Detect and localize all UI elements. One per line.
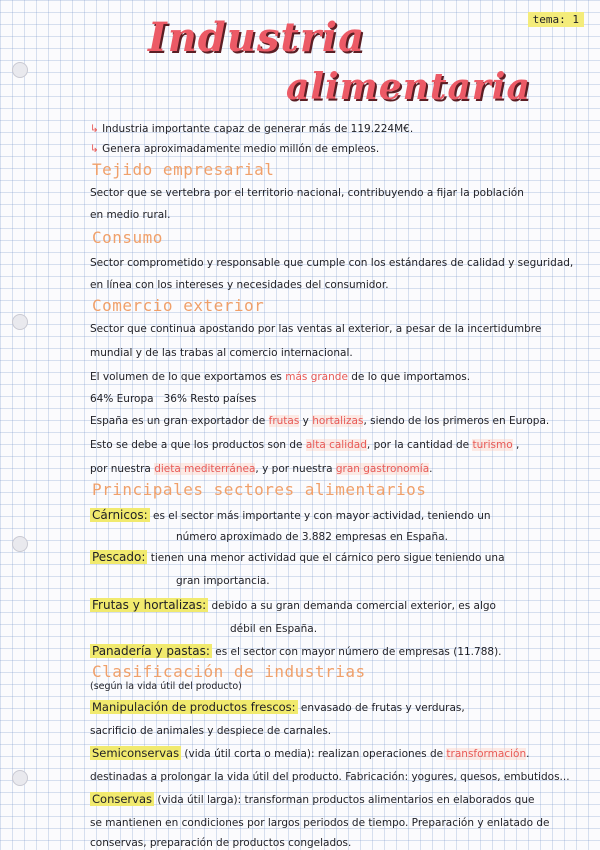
heading-tejido: Tejido empresarial bbox=[92, 160, 275, 179]
text-line: Sector comprometido y responsable que cumple con los estándares de calidad y seguridad, bbox=[90, 257, 574, 269]
text-line: mundial y de las trabas al comercio internacional. bbox=[90, 347, 353, 359]
heading-consumo: Consumo bbox=[92, 228, 163, 247]
text-line: en línea con los intereses y necesidades del consumidor. bbox=[90, 279, 389, 291]
espana-line-2: Esto se debe a que los productos son de alta calidad, por la cantidad de turismo , bbox=[90, 439, 520, 451]
espana-line-1: España es un gran exportador de frutas y hortalizas, siendo de los primeros en Europa. bbox=[90, 415, 550, 427]
bullet-2: ↳ Genera aproximadamente medio millón de empleos. bbox=[90, 143, 380, 155]
conservas-line-3: conservas, preparación de productos congelados. bbox=[90, 837, 352, 849]
panaderia-line: Panadería y pastas: es el sector con mayor número de empresas (11.788). bbox=[92, 644, 502, 658]
binder-hole bbox=[12, 770, 28, 786]
binder-hole bbox=[12, 62, 28, 78]
heading-clasificacion: Clasificación de industrias bbox=[92, 662, 366, 681]
arrow-icon: ↳ bbox=[90, 123, 103, 135]
conservas-line-2: se mantienen en condiciones por largos periodos de tiempo. Preparación y enlatado de bbox=[90, 817, 550, 829]
clasificacion-sub: (según la vida útil del producto) bbox=[90, 681, 242, 692]
conservas-line-1: Conservas (vida útil larga): transforman productos alimentarios en elaborados que bbox=[92, 792, 535, 806]
frescos-line-1: Manipulación de productos frescos: envasado de frutas y verduras, bbox=[92, 700, 465, 714]
topic-tag: tema: 1 bbox=[528, 12, 584, 27]
semi-line-1: Semiconservas (vida útil corta o media): realizan operaciones de transformación. bbox=[92, 746, 530, 760]
export-stats: 64% Europa 36% Resto países bbox=[90, 393, 257, 405]
pescado-line-2: gran importancia. bbox=[176, 575, 270, 587]
frescos-line-2: sacrificio de animales y despiece de carnales. bbox=[90, 725, 332, 737]
semi-line-2: destinadas a prolongar la vida útil del producto. Fabricación: yogures, quesos, embutidos... bbox=[90, 771, 570, 783]
frutas-line-1: Frutas y hortalizas: debido a su gran demanda comercial exterior, es algo bbox=[92, 598, 496, 612]
binder-hole bbox=[12, 314, 28, 330]
text-line: en medio rural. bbox=[90, 209, 171, 221]
text-line: Sector que se vertebra por el territorio nacional, contribuyendo a fijar la población bbox=[90, 187, 524, 199]
pescado-line-1: Pescado: tienen una menor actividad que el cárnico pero sigue teniendo una bbox=[92, 550, 505, 564]
espana-line-3: por nuestra dieta mediterránea, y por nuestra gran gastronomía. bbox=[90, 463, 433, 475]
frutas-line-2: débil en España. bbox=[230, 623, 318, 635]
title-line-2: alimentaria bbox=[286, 66, 531, 108]
bullet-1: ↳ Industria importante capaz de generar más de 119.224M€. bbox=[90, 123, 414, 135]
title-line-1: Industria bbox=[148, 14, 366, 61]
arrow-icon: ↳ bbox=[90, 143, 103, 155]
heading-comercio: Comercio exterior bbox=[92, 296, 265, 315]
carnicos-line-2: número aproximado de 3.882 empresas en España. bbox=[176, 531, 448, 543]
volumen-line: El volumen de lo que exportamos es más grande de lo que importamos. bbox=[90, 371, 471, 383]
text-line: Sector que continua apostando por las ventas al exterior, a pesar de la incertidumbre bbox=[90, 323, 542, 335]
binder-hole bbox=[12, 536, 28, 552]
heading-principales: Principales sectores alimentarios bbox=[92, 480, 427, 499]
carnicos-line-1: Cárnicos: es el sector más importante y con mayor actividad, teniendo un bbox=[92, 508, 491, 522]
